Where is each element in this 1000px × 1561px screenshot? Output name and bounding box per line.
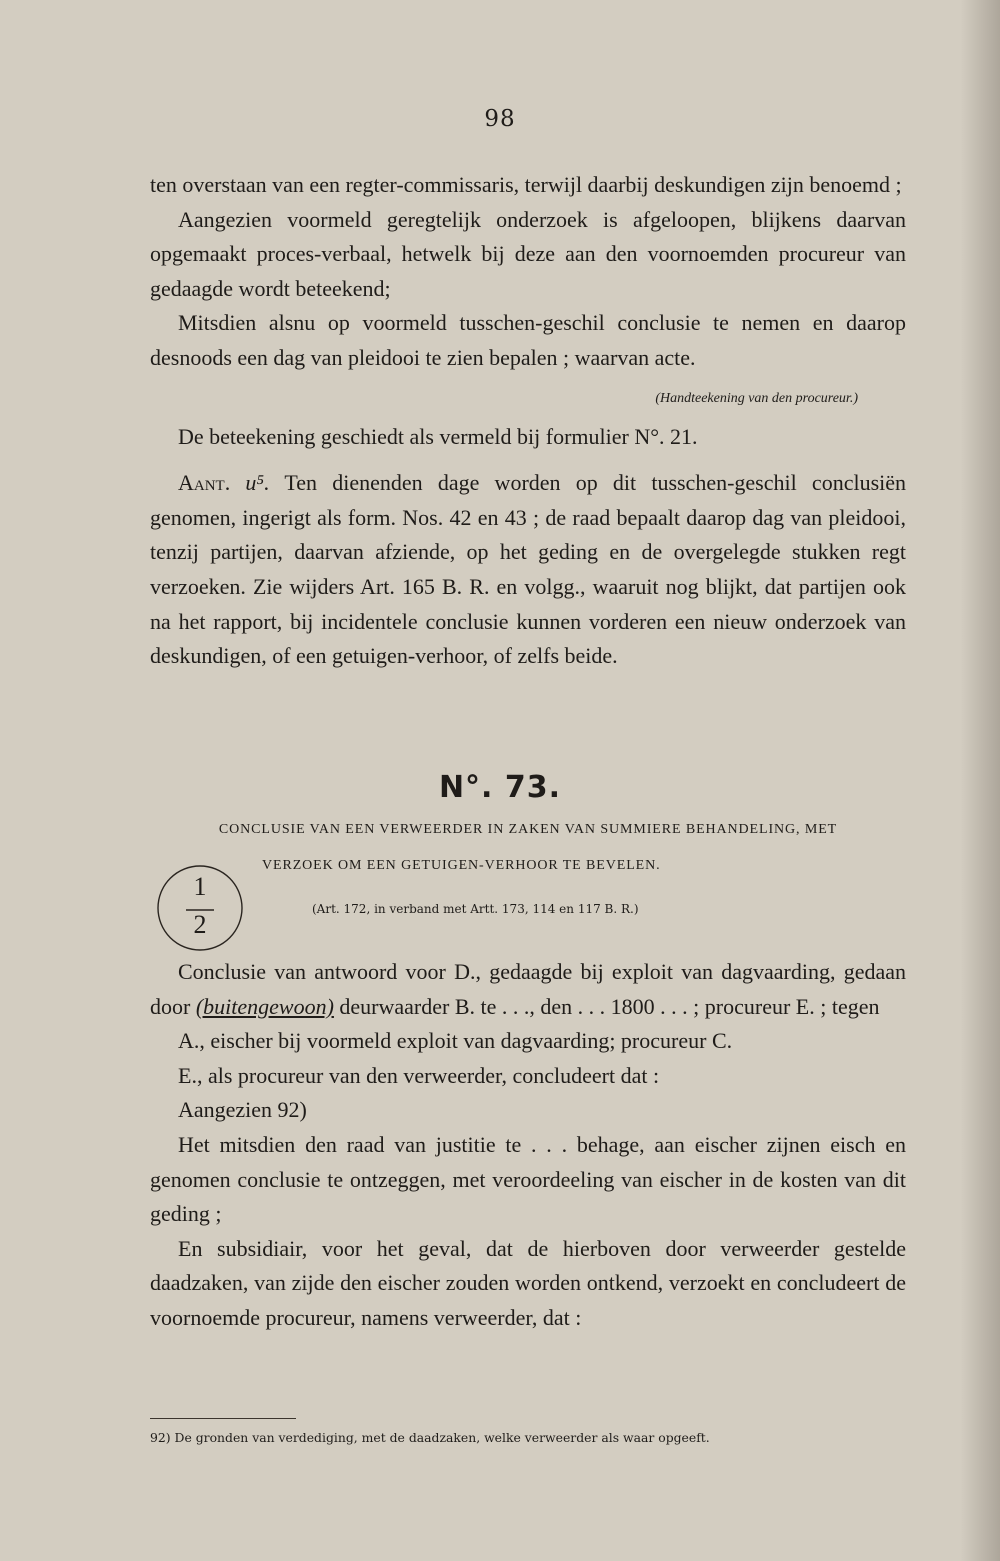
section-title-line-1: CONCLUSIE VAN EEN VERWEERDER IN ZAKEN VAN SUMMIERE BEHANDELING, MET — [218, 822, 838, 837]
paragraph-part: deurwaarder B. te . . ., den . . . 1800 . . . ; procureur E. ; tegen — [339, 993, 880, 1019]
paragraph-part: Conclusie van antwoord voor D., gedaagde bij exploit van dagvaarding, gedaan door — [150, 959, 906, 1019]
paragraph: E., als procureur van den verweerder, concludeert dat : — [178, 1062, 660, 1088]
main-text-bottom — [150, 955, 906, 1336]
service-line: De beteekening geschiedt als vermeld bij formulier N°. 21. — [178, 423, 698, 449]
stamp-numerator: 1 — [193, 872, 207, 901]
paragraph: Mitsdien alsnu op voormeld tusschen-geschil conclusie te nemen en daarop desnoods een dag van pleidooi te zien bepalen ; waarvan acte. — [150, 310, 906, 370]
paragraph: Het mitsdien den raad van justitie te . . . behage, aan eischer zijnen eisch en genomen conclusie te ontzeggen, met veroordeeling van eischer in de kosten van dit geding ; — [150, 1131, 906, 1227]
annotation-label: Aant. — [178, 470, 231, 496]
signature-line: (Handteekening van den procureur.) — [655, 390, 858, 406]
fraction-stamp — [152, 860, 248, 956]
paragraph — [150, 955, 906, 1024]
stamp-denominator: 2 — [193, 910, 207, 939]
section-reference: (Art. 172, in verband met Artt. 173, 114 en 117 B. R.) — [312, 902, 639, 916]
paragraph: Aangezien 92) — [178, 1097, 307, 1123]
paragraph: A., eischer bij voormeld exploit van dagvaarding; procureur C. — [178, 1028, 733, 1054]
annotation-ref: u⁵. — [245, 470, 270, 496]
footnote-rule — [150, 1418, 296, 1419]
paragraph: En subsidiair, voor het geval, dat de hierboven door verweerder gestelde daadzaken, van zijde den eischer zouden worden ontkend, verzoekt en concludeert de voornoemde procureur, namens verweerder, dat : — [150, 1235, 906, 1330]
annotation — [150, 466, 906, 674]
section-number: N°. 73. — [438, 770, 562, 805]
main-text-top — [150, 168, 906, 674]
section-title-line-2: VERZOEK OM EEN GETUIGEN-VERHOOR TE BEVELEN. — [262, 858, 661, 873]
paragraph: Aangezien voormeld geregtelijk onderzoek is afgeloopen, blijkens daarvan opgemaakt proces-verbaal, hetwelk bij deze aan den voornoemden procureur van gedaagde wordt beteekend; — [150, 206, 906, 301]
page-number: 98 — [484, 106, 516, 132]
footnote: 92) De gronden van verdediging, met de daadzaken, welke verweerder als waar opgeeft. — [150, 1430, 710, 1445]
paragraph: ten overstaan van een regter-commissaris, terwijl daarbij deskundigen zijn benoemd ; — [150, 172, 902, 197]
paragraph-emphasis: (buitengewoon) — [195, 993, 334, 1019]
annotation-text: Ten dienenden dage worden op dit tusschen-geschil conclusiën genomen, ingerigt als form. Nos. 42 en 43 ; de raad bepaalt daarop dag van pleidooi, tenzij partijen, daarvan afziende, op het geding en de overgelegde stukken regt verzoeken. Zie wijders Art. 165 B. R. en volgg., waaruit nog blijkt, dat partijen ook na het rapport, bij incidentele conclusie kunnen vorderen een nieuw onderzoek van deskundigen, of een getuigen-verhoor, of zelfs beide. — [150, 470, 907, 669]
